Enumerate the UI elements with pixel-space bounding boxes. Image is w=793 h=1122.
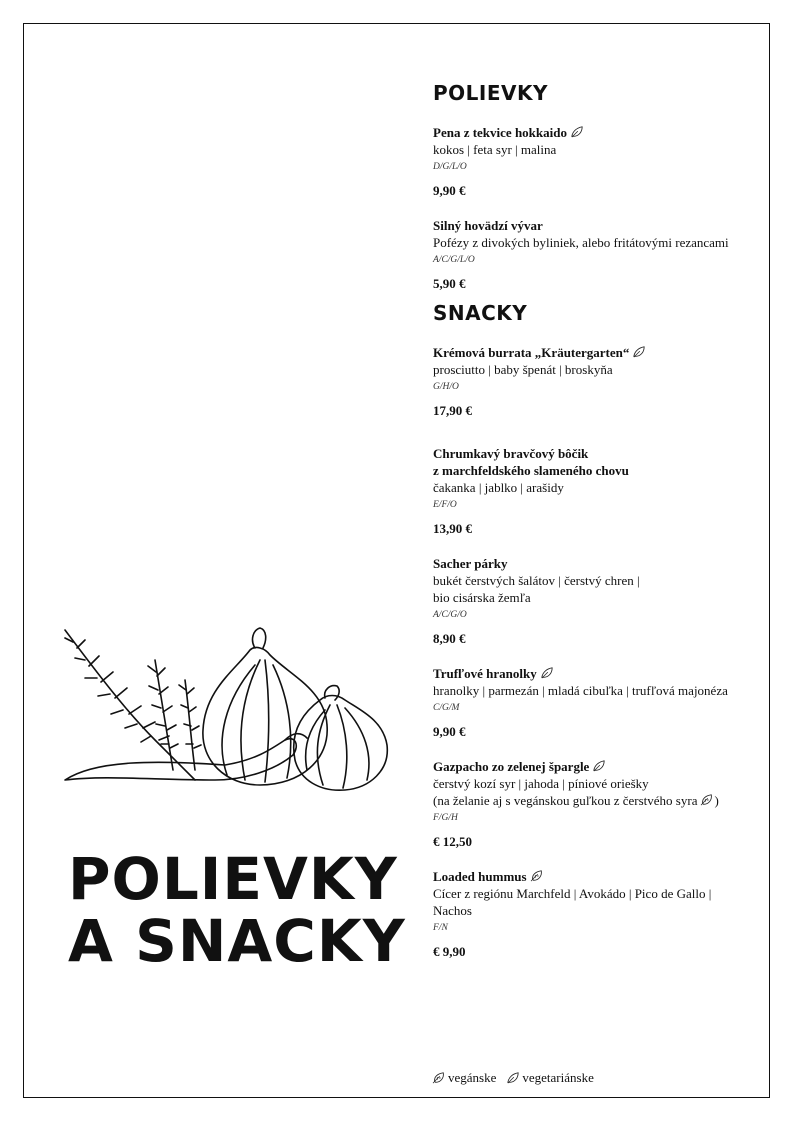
legend-vegetarian-label: vegetariánske (522, 1070, 594, 1085)
item-name: Sacher párky (433, 556, 508, 571)
vegetarian-leaf-icon (540, 667, 554, 679)
item-allergens: C/G/M (433, 703, 460, 713)
item-description: Pofézy z divokých byliniek, alebo fritátovými rezancami (433, 235, 729, 250)
menu-column (433, 80, 763, 960)
item-name: Chrumkavý bravčový bôčik (433, 446, 589, 461)
item-allergens: A/C/G/O (433, 610, 467, 620)
item-name-line-2: z marchfeldského slameného chovu (433, 463, 629, 478)
item-description: hranolky | parmezán | mladá cibuľka | trufľová majonéza (433, 683, 728, 698)
item-description-line-2: (na želanie aj s vegánskou guľkou z čerstvého syra ) (433, 793, 719, 808)
item-description: čerstvý kozí syr | jahoda | píniové oriešky (433, 776, 649, 791)
vegetarian-leaf-icon (592, 760, 606, 772)
item-description: čakanka | jablko | arašidy (433, 480, 564, 495)
item-description: Cícer z regiónu Marchfeld | Avokádo | Pico de Gallo | (433, 886, 712, 901)
item-description: kokos | feta syr | malina (433, 142, 557, 157)
menu-item (433, 344, 763, 419)
item-price: € 9,90 (433, 944, 466, 959)
section-title-soups: POLIEVKY (433, 81, 548, 105)
item-description-line-2: Nachos (433, 903, 472, 918)
item-price: 5,90 € (433, 276, 466, 291)
legend-vegan-label: vegánske (448, 1070, 497, 1085)
page-title (68, 845, 408, 975)
menu-item (433, 124, 763, 199)
item-price: € 12,50 (433, 834, 472, 849)
menu-item (433, 868, 763, 960)
legend-vegan (432, 1070, 496, 1086)
item-name: Silný hovädzí vývar (433, 218, 543, 233)
page-title-line-2: A SNACKY (68, 907, 406, 975)
vegetarian-leaf-icon (570, 126, 584, 138)
item-price: 13,90 € (433, 521, 472, 536)
vegan-leaf-icon (432, 1072, 446, 1084)
item-price: 9,90 € (433, 724, 466, 739)
menu-item (433, 758, 763, 850)
menu-item (433, 555, 763, 647)
item-allergens: F/G/H (433, 813, 458, 823)
section-title-snacks: SNACKY (433, 301, 528, 325)
legend (432, 1070, 594, 1086)
vegan-leaf-icon (700, 794, 714, 806)
item-name: Krémová burrata „Kräutergarten“ (433, 344, 763, 361)
menu-item (433, 217, 763, 292)
menu-item (433, 445, 763, 537)
vegetarian-leaf-icon (506, 1072, 520, 1084)
item-allergens: D/G/L/O (433, 162, 467, 172)
item-price: 9,90 € (433, 183, 466, 198)
item-price: 8,90 € (433, 631, 466, 646)
page-title-line-1: POLIEVKY (68, 845, 398, 913)
item-name: Gazpacho zo zelenej špargle (433, 758, 763, 775)
vegan-leaf-icon (530, 870, 544, 882)
legend-vegetarian (506, 1070, 593, 1086)
item-price: 17,90 € (433, 403, 472, 418)
item-name: Pena z tekvice hokkaido (433, 124, 763, 141)
vegetarian-leaf-icon (632, 346, 646, 358)
item-allergens: E/F/O (433, 500, 457, 510)
item-description: bukét čerstvých šalátov | čerstvý chren | (433, 573, 640, 588)
garlic-rosemary-illustration (55, 620, 415, 800)
item-description-line-2: bio cisárska žemľa (433, 590, 531, 605)
item-allergens: A/C/G/L/O (433, 255, 475, 265)
item-name: Loaded hummus (433, 868, 763, 885)
item-name: Trufľové hranolky (433, 665, 763, 682)
item-description: prosciutto | baby špenát | broskyňa (433, 362, 613, 377)
menu-item (433, 665, 763, 740)
item-allergens: F/N (433, 923, 448, 933)
item-allergens: G/H/O (433, 382, 459, 392)
